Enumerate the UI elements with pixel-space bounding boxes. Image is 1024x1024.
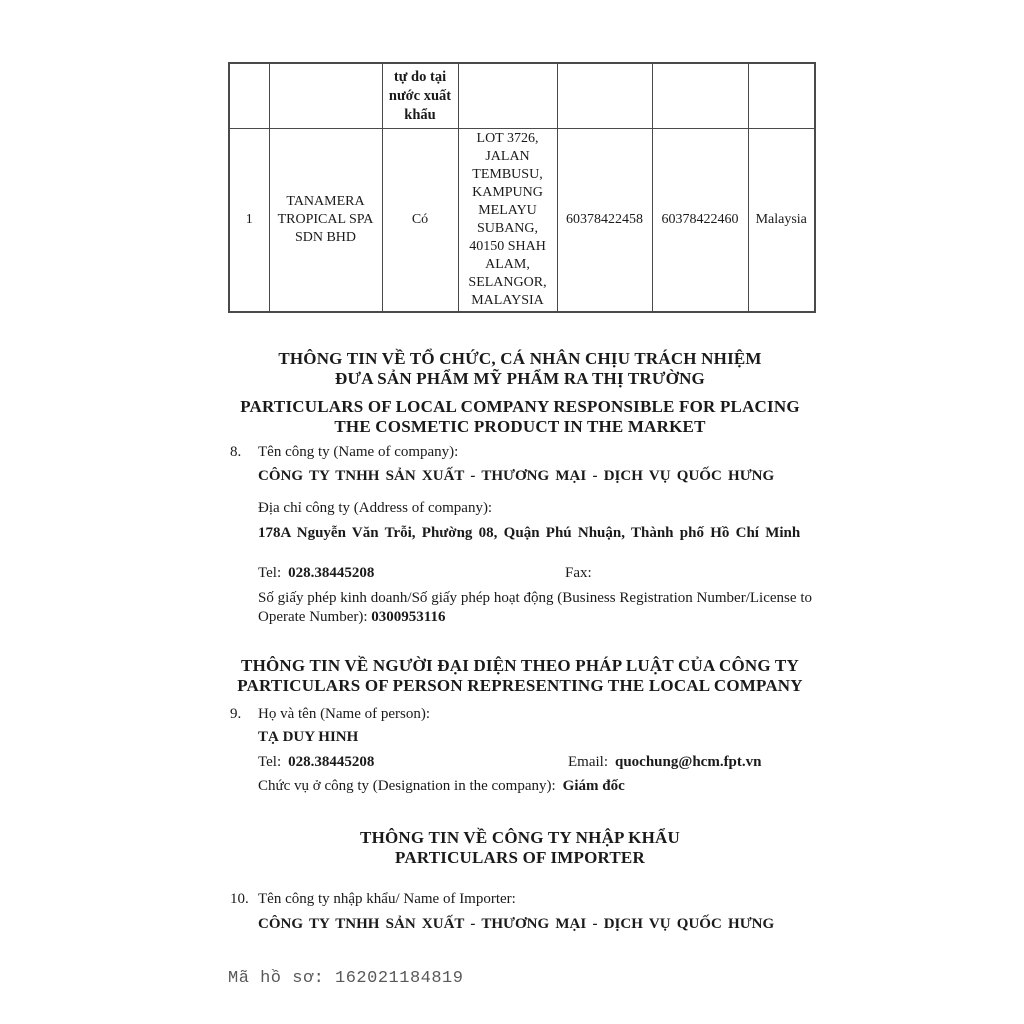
tel-label: Tel: — [258, 754, 282, 770]
heading-person-en: PARTICULARS OF PERSON REPRESENTING THE LOCAL COMPANY — [237, 676, 803, 695]
cell-address: LOT 3726, JALAN TEMBUSU, KAMPUNG MELAYU SUBANG, 40150 SHAH ALAM, SELANGOR, MALAYSIA — [458, 129, 557, 313]
heading-person — [200, 656, 840, 696]
company-tel-fax-line — [258, 565, 814, 582]
cell-stt: 1 — [229, 129, 269, 313]
file-code-label: Mã hồ sơ: — [228, 969, 325, 988]
cell-free-sale-cert: Có — [382, 129, 458, 313]
business-registration-line — [258, 589, 812, 626]
fax-label: Fax: — [565, 565, 592, 581]
header-cell-free-sale-cert: tự do tại nước xuất khẩu — [382, 63, 458, 129]
header-cell-stt — [229, 63, 269, 129]
tel-value: 028.38445208 — [288, 754, 375, 770]
item-number: 10. — [230, 891, 249, 907]
heading-importer — [200, 828, 840, 868]
designation-label: Chức vụ ở công ty (Designation in the company): — [258, 778, 556, 794]
designation-value: Giám đốc — [562, 778, 625, 794]
license-label: Số giấy phép kinh doanh/Số giấy phép hoạt động (Business Registration Number/License to Operate Number): — [258, 590, 812, 625]
header-cell-name — [269, 63, 382, 129]
table-header-row — [229, 63, 815, 129]
heading-local-company-vi: THÔNG TIN VỀ TỔ CHỨC, CÁ NHÂN CHỊU TRÁCH NHIỆM ĐƯA SẢN PHẨM MỸ PHẨM RA THỊ TRƯỜNG — [278, 349, 762, 388]
company-name-value: CÔNG TY TNHH SẢN XUẤT - THƯƠNG MẠI - DỊCH VỤ QUỐC HƯNG — [258, 468, 775, 484]
header-cell-tel — [557, 63, 652, 129]
label: Tên công ty nhập khẩu/ Name of Importer: — [258, 891, 516, 907]
cell-manufacturer-name: TANAMERA TROPICAL SPA SDN BHD — [269, 129, 382, 313]
heading-importer-vi: THÔNG TIN VỀ CÔNG TY NHẬP KHẨU — [360, 828, 680, 847]
company-address-value: 178A Nguyễn Văn Trỗi, Phường 08, Quận Phú Nhuận, Thành phố Hồ Chí Minh — [258, 525, 801, 541]
item-number: 9. — [230, 706, 242, 722]
file-code-value: 162021184819 — [335, 969, 464, 988]
cell-country: Malaysia — [748, 129, 815, 313]
table-row — [229, 129, 815, 313]
person-designation-line — [258, 778, 814, 795]
item-8-company-name-label — [228, 444, 814, 461]
importer-name-value: CÔNG TY TNHH SẢN XUẤT - THƯƠNG MẠI - DỊCH VỤ QUỐC HƯNG — [258, 916, 775, 932]
tel-label: Tel: — [258, 565, 282, 581]
heading-importer-en: PARTICULARS OF IMPORTER — [395, 848, 645, 867]
item-number: 8. — [230, 444, 242, 460]
email-pair — [568, 754, 762, 771]
header-cell-fax — [652, 63, 748, 129]
person-name-value: TẠ DUY HINH — [258, 729, 359, 745]
exporter-table — [228, 62, 816, 313]
person-tel-email-line — [258, 754, 814, 771]
item-9-person-name-label — [228, 706, 814, 723]
label: Tên công ty (Name of company): — [258, 444, 459, 460]
item-10-importer-name-label — [228, 891, 814, 908]
heading-local-company-en: PARTICULARS OF LOCAL COMPANY RESPONSIBLE FOR PLACING THE COSMETIC PRODUCT IN THE MARKET — [240, 397, 800, 436]
email-label: Email: — [568, 754, 608, 770]
license-value: 0300953116 — [371, 608, 446, 625]
header-cell-country — [748, 63, 815, 129]
cell-fax: 60378422460 — [652, 129, 748, 313]
tel-value: 028.38445208 — [288, 565, 375, 581]
email-value: quochung@hcm.fpt.vn — [615, 754, 762, 770]
file-code-line — [228, 969, 463, 988]
label: Họ và tên (Name of person): — [258, 706, 431, 722]
header-cell-address — [458, 63, 557, 129]
company-address-label: Địa chỉ công ty (Address of company): — [258, 500, 493, 516]
heading-person-vi: THÔNG TIN VỀ NGƯỜI ĐẠI DIỆN THEO PHÁP LUẬT CỦA CÔNG TY — [241, 656, 799, 675]
cell-tel: 60378422458 — [557, 129, 652, 313]
